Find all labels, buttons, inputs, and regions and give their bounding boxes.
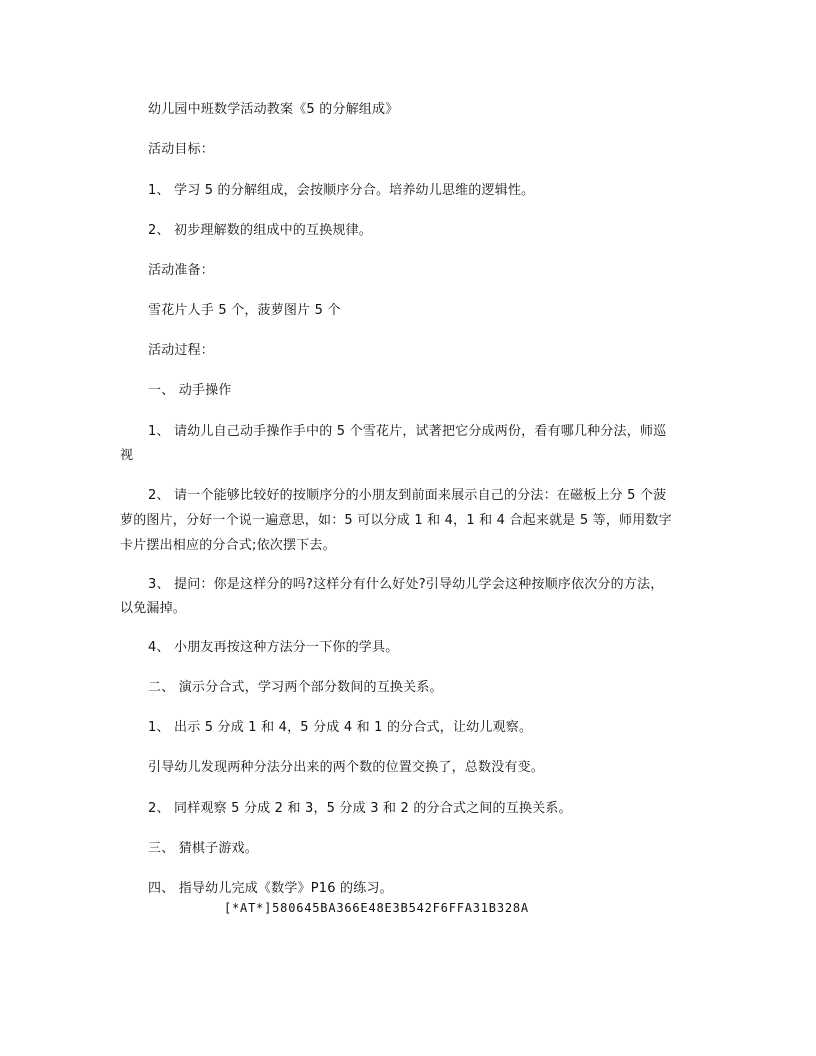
- s2-step-2: 2、 同样观察 5 分成 2 和 3，5 分成 3 和 2 的分合式之间的互换关系。: [148, 801, 572, 816]
- goals-heading: 活动目标：: [148, 142, 215, 157]
- goal-1: 1、 学习 5 的分解组成，会按顺序分合。培养幼儿思维的逻辑性。: [148, 183, 535, 198]
- prep-text: 雪花片人手 5 个，菠萝图片 5 个: [148, 303, 341, 318]
- s2-step-1: 1、 出示 5 分成 1 和 4，5 分成 4 和 1 的分合式，让幼儿观察。: [148, 720, 533, 735]
- s2-guide: 引导幼儿发现两种分法分出来的两个数的位置交换了，总数没有变。: [148, 760, 545, 775]
- step-2-line-1: 2、 请一个能够比较好的按顺序分的小朋友到前面来展示自己的分法：在磁板上分 5 个菠: [148, 488, 667, 503]
- process-heading: 活动过程：: [148, 343, 215, 358]
- section-1-heading: 一、 动手操作: [148, 383, 232, 398]
- section-4-heading: 四、 指导幼儿完成《数学》P16 的练习。: [148, 881, 393, 896]
- section-3-heading: 三、 猜棋子游戏。: [148, 841, 258, 856]
- section-2-heading: 二、 演示分合式，学习两个部分数间的互换关系。: [148, 680, 443, 695]
- step-2-line-3: 卡片摆出相应的分合式;依次摆下去。: [120, 538, 336, 553]
- step-3-line-1: 3、 提问：你是这样分的吗?这样分有什么好处?引导幼儿学会这种按顺序依次分的方法，: [148, 577, 664, 592]
- goal-2: 2、 初步理解数的组成中的互换规律。: [148, 223, 373, 238]
- step-2-line-2: 萝的图片，分好一个说一遍意思，如：5 可以分成 1 和 4，1 和 4 合起来就是 5 等，师用数字: [120, 513, 672, 528]
- document-title: 幼儿园中班数学活动教案《5 的分解组成》: [148, 102, 399, 117]
- step-1-line-2: 视: [120, 448, 134, 463]
- step-3-line-2: 以免漏掉。: [120, 601, 187, 616]
- prep-heading: 活动准备：: [148, 263, 215, 278]
- step-1-line-1: 1、 请幼儿自己动手操作手中的 5 个雪花片，试著把它分成两份，看有哪几种分法，师巡: [148, 424, 667, 439]
- step-4: 4、 小朋友再按这种方法分一下你的学具。: [148, 640, 399, 655]
- document-id-code: [*AT*]580645BA366E48E3B542F6FFA31B328A: [224, 901, 529, 915]
